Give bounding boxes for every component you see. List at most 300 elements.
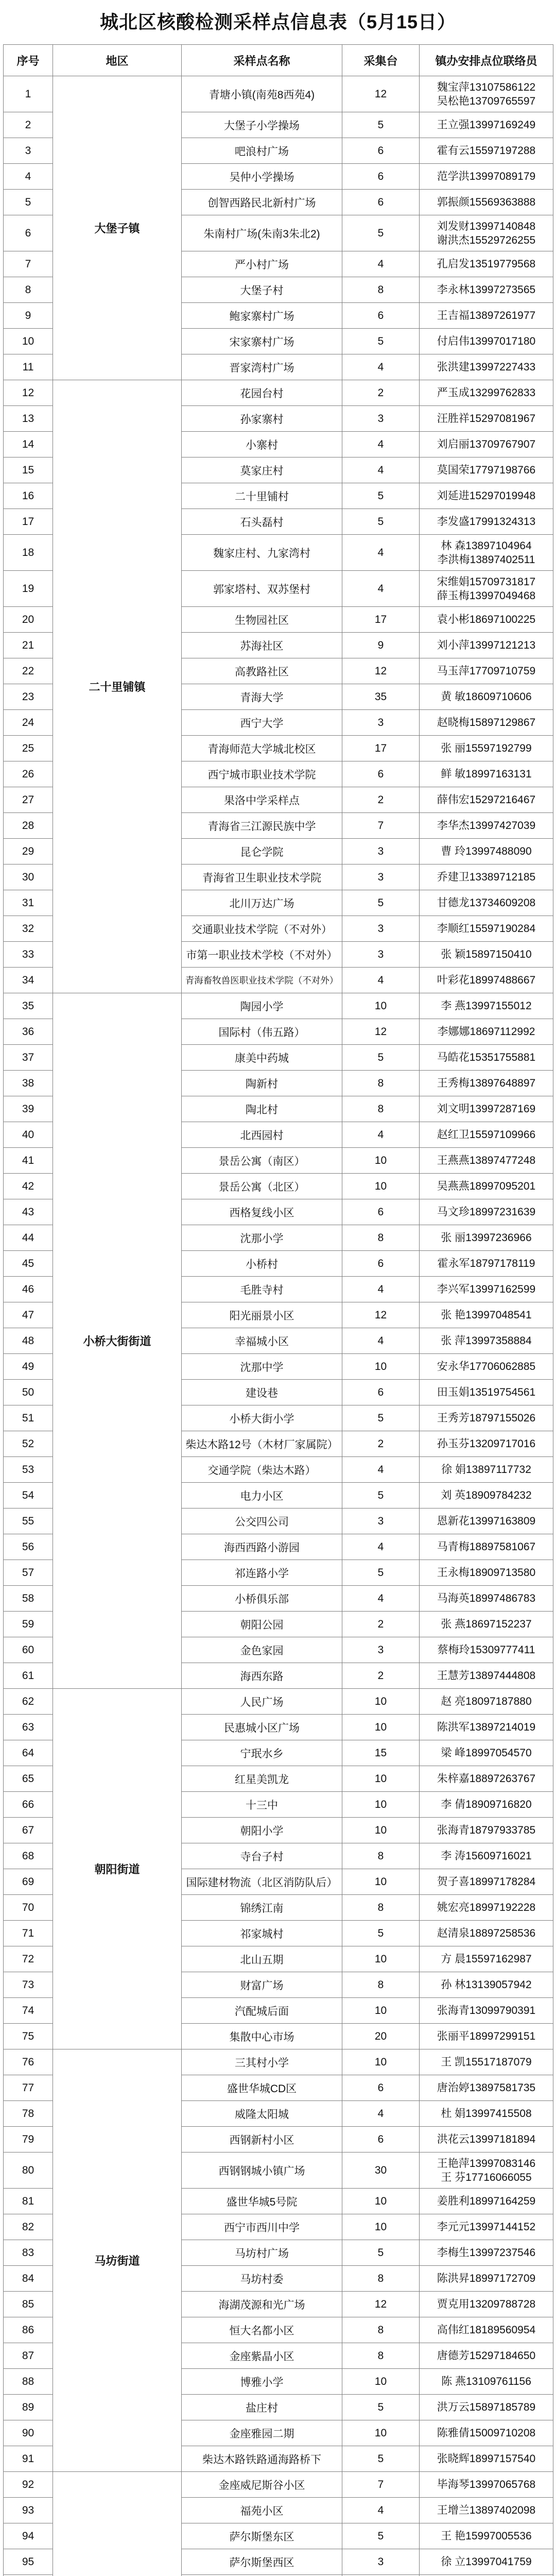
cell-site (182, 1998, 342, 2024)
cell-stations: 5 (342, 112, 420, 138)
contact-text: 王燕燕13897477248 (437, 1155, 536, 1166)
contact-line (422, 2107, 550, 2121)
cell-contact (420, 1302, 553, 1328)
cell-index: 2 (4, 112, 53, 138)
cell-contact (420, 839, 553, 865)
cell-stations: 10 (342, 1354, 420, 1380)
contact-line (422, 2004, 550, 2018)
cell-contact (420, 890, 553, 916)
cell-contact (420, 509, 553, 535)
contact-text: 梁 峰18997054570 (441, 1747, 532, 1759)
cell-index: 52 (4, 1431, 53, 1457)
cell-index: 14 (4, 432, 53, 457)
contact-text: 张海青18797933785 (437, 1824, 536, 1836)
cell-stations: 2 (342, 380, 420, 406)
cell-site (182, 1071, 342, 1096)
site-name: 金座威尼斯谷小区 (218, 2479, 305, 2492)
site-name: 盐庄村 (246, 2402, 278, 2414)
cell-index: 29 (4, 839, 53, 865)
cell-site (182, 2024, 342, 2049)
contact-text: 王秀梅13897648897 (437, 1077, 536, 1089)
cell-index: 49 (4, 1354, 53, 1380)
contact-line (422, 2194, 550, 2208)
cell-index: 33 (4, 942, 53, 968)
cell-site (182, 2049, 342, 2075)
cell-stations: 5 (342, 483, 420, 509)
cell-stations: 4 (342, 1457, 420, 1483)
site-name: 恒大名都小区 (229, 2325, 294, 2337)
cell-site (182, 1663, 342, 1689)
cell-index: 39 (4, 1096, 53, 1122)
cell-site (182, 1174, 342, 1199)
cell-contact (420, 1277, 553, 1302)
contact-text: 毕海琴13997065768 (437, 2479, 536, 2490)
cell-site (182, 813, 342, 839)
cell-contact (420, 406, 553, 432)
contact-line (422, 767, 550, 781)
cell-region: 朝阳街道 (53, 1689, 182, 2049)
site-name: 西宁市西川中学 (224, 2222, 300, 2234)
cell-site (182, 865, 342, 890)
site-name: 生物园社区 (235, 614, 289, 626)
contact-line (422, 195, 550, 209)
contact-line (422, 2529, 550, 2543)
cell-contact (420, 571, 553, 607)
cell-contact (420, 2498, 553, 2523)
contact-text: 李发盛17991324313 (437, 516, 536, 528)
cell-index: 45 (4, 1251, 53, 1277)
contact-text: 林 森13897104964 (441, 539, 532, 552)
cell-index: 34 (4, 968, 53, 993)
cell-index: 10 (4, 329, 53, 354)
cell-index: 35 (4, 993, 53, 1019)
cell-site (182, 2317, 342, 2343)
cell-stations: 12 (342, 1302, 420, 1328)
cell-stations: 35 (342, 684, 420, 710)
contact-text: 刘启丽13709767907 (437, 438, 536, 450)
cell-contact (420, 277, 553, 303)
cell-stations: 5 (342, 1560, 420, 1586)
site-name: 青海师范大学城北校区 (207, 743, 316, 755)
contact-text: 朱梓嘉18897263767 (437, 1773, 536, 1785)
cell-stations: 6 (342, 2127, 420, 2153)
contact-line (422, 1978, 550, 1992)
contact-text: 叶彩花18997488667 (437, 974, 536, 986)
contact-text: 杜 娟13997415508 (441, 2108, 532, 2120)
contact-text: 王增兰13897402098 (437, 2504, 536, 2516)
cell-index: 93 (4, 2498, 53, 2523)
cell-site (182, 2343, 342, 2369)
contact-line (422, 2478, 550, 2492)
cell-stations: 4 (342, 535, 420, 571)
contact-text: 马青梅18897581067 (437, 1541, 536, 1553)
site-name: 金色家园 (240, 1645, 284, 1657)
cell-contact (420, 865, 553, 890)
cell-stations: 5 (342, 509, 420, 535)
contact-line (422, 257, 550, 271)
cell-index: 36 (4, 1019, 53, 1045)
cell-contact (420, 1354, 553, 1380)
cell-index: 46 (4, 1277, 53, 1302)
contact-line (422, 793, 550, 807)
contact-line (422, 1076, 550, 1090)
contact-text: 张 艳13997048541 (441, 1309, 532, 1321)
cell-site (182, 684, 342, 710)
contact-text: 张晓辉18997157540 (437, 2453, 536, 2465)
contact-text: 汪胜祥15297081967 (437, 413, 536, 425)
site-name: 金座雅园二期 (229, 2428, 294, 2440)
cell-region: 大堡子镇 (53, 76, 182, 380)
cell-index: 20 (4, 607, 53, 633)
cell-index: 64 (4, 1740, 53, 1766)
site-name: 北川万达广场 (229, 897, 294, 910)
cell-site (182, 607, 342, 633)
cell-contact (420, 813, 553, 839)
cell-site (182, 993, 342, 1019)
cell-site (182, 2549, 342, 2575)
site-name: 集散中心市场 (229, 2031, 294, 2043)
site-name: 交通学院（柴达木路） (207, 1464, 316, 1477)
cell-index: 43 (4, 1199, 53, 1225)
cell-stations: 10 (342, 2189, 420, 2214)
contact-line (422, 437, 550, 451)
cell-contact (420, 2549, 553, 2575)
contact-line (422, 922, 550, 936)
contact-line (422, 2323, 550, 2337)
cell-site (182, 2153, 342, 2189)
contact-text: 赵红卫15597109966 (437, 1129, 536, 1141)
cell-site (182, 1921, 342, 1946)
header-row (4, 45, 553, 76)
contact-text: 李华杰13997427039 (437, 820, 536, 832)
contact-text: 李娜娜18697112992 (437, 1026, 535, 1038)
cell-site (182, 1895, 342, 1921)
cell-site (182, 1225, 342, 1251)
site-name: 朝阳公园 (240, 1619, 284, 1631)
contact-line (422, 2220, 550, 2234)
cell-contact (420, 1380, 553, 1405)
site-name: 朱南村广场(朱南3朱北2) (203, 228, 320, 240)
contact-text: 王吉福13897261977 (437, 310, 536, 321)
table-row (4, 993, 553, 1019)
contact-line (422, 1875, 550, 1889)
cell-contact (420, 1199, 553, 1225)
site-name: 马坊村广场 (235, 2247, 289, 2260)
site-name: 小寨村 (246, 439, 278, 451)
cell-stations: 8 (342, 2266, 420, 2292)
site-name: 阳光丽景小区 (229, 1310, 294, 1322)
site-name: 宋家寨村广场 (229, 336, 294, 348)
contact-line (422, 2272, 550, 2285)
cell-index: 80 (4, 2153, 53, 2189)
contact-text: 李顺红15597190284 (437, 923, 536, 935)
cell-contact (420, 164, 553, 190)
site-name: 毛胜寺村 (240, 1284, 284, 1296)
contact-text: 郭振颜15569363888 (437, 196, 536, 208)
cell-index: 61 (4, 1663, 53, 1689)
cell-site (182, 1818, 342, 1843)
cell-index: 79 (4, 2127, 53, 2153)
cell-site (182, 2395, 342, 2420)
site-name: 莫家庄村 (240, 465, 284, 477)
cell-contact (420, 1612, 553, 1637)
cell-index: 90 (4, 2420, 53, 2446)
site-name: 萨尔斯堡西区 (229, 2556, 294, 2569)
cell-contact (420, 1174, 553, 1199)
contact-line (422, 1437, 550, 1451)
contact-line (422, 2055, 550, 2069)
cell-contact (420, 684, 553, 710)
contact-text: 高伟红18189560954 (437, 2324, 536, 2336)
contact-line (422, 1926, 550, 1940)
site-name: 果洛中学采样点 (224, 794, 300, 807)
cell-index: 15 (4, 457, 53, 483)
cell-contact (420, 1715, 553, 1740)
cell-stations: 4 (342, 251, 420, 277)
cell-site (182, 1380, 342, 1405)
site-name: 西格复线小区 (229, 1207, 294, 1219)
contact-text: 魏宝萍13107586122 (437, 81, 536, 93)
site-name: 苏海社区 (240, 640, 284, 652)
contact-text: 马文珍18997231639 (437, 1206, 536, 1218)
site-name: 寺台子村 (240, 1851, 284, 1863)
cell-contact (420, 2369, 553, 2395)
contact-text: 鲜 敏18997163131 (441, 768, 532, 780)
cell-contact (420, 1251, 553, 1277)
contact-text: 李 燕13997155012 (441, 1000, 532, 1012)
cell-stations: 8 (342, 2317, 420, 2343)
cell-site (182, 76, 342, 112)
site-name: 马坊村委 (240, 2273, 284, 2285)
site-name: 孙家寨村 (240, 413, 284, 426)
contact-line (422, 1128, 550, 1142)
cell-site (182, 1792, 342, 1818)
site-name: 公交四公司 (235, 1516, 289, 1528)
cell-site (182, 1715, 342, 1740)
cell-stations: 10 (342, 1148, 420, 1174)
cell-stations: 10 (342, 1869, 420, 1895)
cell-site (182, 2189, 342, 2214)
cell-index: 72 (4, 1946, 53, 1972)
site-name: 鲍家寨村广场 (229, 310, 294, 323)
cell-index: 27 (4, 787, 53, 813)
cell-contact (420, 2292, 553, 2317)
cell-index: 37 (4, 1045, 53, 1071)
table-header (4, 45, 553, 76)
header-index: 序号 (4, 45, 53, 76)
cell-contact (420, 2127, 553, 2153)
cell-index: 66 (4, 1792, 53, 1818)
contact-line (422, 1540, 550, 1554)
cell-contact (420, 1637, 553, 1663)
cell-contact (420, 1483, 553, 1509)
cell-index: 81 (4, 2189, 53, 2214)
cell-contact (420, 1998, 553, 2024)
contact-line (422, 741, 550, 755)
cell-stations: 3 (342, 839, 420, 865)
cell-site (182, 1122, 342, 1148)
contact-text: 曹 玲13997488090 (441, 845, 532, 857)
site-name: 幸福城小区 (235, 1335, 289, 1348)
contact-line (422, 2171, 550, 2184)
cell-index: 25 (4, 736, 53, 761)
cell-index: 31 (4, 890, 53, 916)
cell-stations: 2 (342, 1663, 420, 1689)
cell-index: 19 (4, 571, 53, 607)
contact-text: 刘发财13997140848 (437, 220, 536, 232)
cell-stations: 10 (342, 2049, 420, 2075)
site-name: 海西东路 (240, 1670, 284, 1683)
cell-stations: 5 (342, 329, 420, 354)
cell-stations: 12 (342, 1019, 420, 1045)
cell-stations: 5 (342, 2446, 420, 2472)
cell-site (182, 2075, 342, 2101)
contact-line (422, 1360, 550, 1374)
cell-stations: 6 (342, 2075, 420, 2101)
contact-text: 王慧芳13897444808 (437, 1670, 536, 1682)
cell-stations: 5 (342, 1921, 420, 1946)
site-name: 沈那小学 (240, 1232, 284, 1245)
sampling-site-table (3, 44, 553, 2576)
site-name: 建设巷 (246, 1387, 278, 1399)
cell-contact (420, 1586, 553, 1612)
contact-line (422, 870, 550, 884)
cell-contact (420, 968, 553, 993)
site-name: 萨尔斯堡东区 (229, 2531, 294, 2543)
contact-text: 唐治婷13897581735 (437, 2082, 536, 2094)
cell-contact (420, 2317, 553, 2343)
table-row (4, 2472, 553, 2498)
site-name: 吧浪村广场 (235, 145, 289, 158)
cell-index: 50 (4, 1380, 53, 1405)
cell-stations: 4 (342, 354, 420, 380)
contact-line (422, 819, 550, 833)
cell-stations: 5 (342, 2240, 420, 2266)
cell-index: 87 (4, 2343, 53, 2369)
cell-stations: 6 (342, 138, 420, 164)
cell-site (182, 1354, 342, 1380)
contact-line (422, 1901, 550, 1914)
page-title: 城北区核酸检测采样点信息表（5月15日） (99, 11, 457, 32)
cell-site (182, 251, 342, 277)
cell-stations: 4 (342, 1586, 420, 1612)
header-site: 采样点名称 (182, 45, 342, 76)
site-name: 柴达木路铁路通海路桥下 (202, 2453, 321, 2466)
contact-line (422, 613, 550, 626)
cell-site (182, 2523, 342, 2549)
site-name: 电力小区 (240, 1490, 284, 1502)
cell-index: 75 (4, 2024, 53, 2049)
cell-index: 40 (4, 1122, 53, 1148)
cell-site (182, 1766, 342, 1792)
cell-stations: 20 (342, 2024, 420, 2049)
contact-text: 刘文明13997287169 (437, 1103, 536, 1115)
site-name: 陶新村 (246, 1078, 278, 1090)
site-name: 青塘小镇(南苑8西苑4) (208, 89, 315, 101)
cell-site (182, 509, 342, 535)
cell-stations: 8 (342, 1843, 420, 1869)
cell-site (182, 2240, 342, 2266)
contact-line (422, 999, 550, 1013)
cell-contact (420, 190, 553, 215)
contact-line (422, 1154, 550, 1167)
contact-text: 严玉成13299762833 (437, 387, 536, 399)
contact-text: 张 丽15597192799 (441, 742, 532, 754)
cell-contact (420, 2395, 553, 2420)
cell-stations: 8 (342, 1096, 420, 1122)
cell-index: 28 (4, 813, 53, 839)
cell-site (182, 736, 342, 761)
contact-text: 徐 娟13897117732 (441, 1464, 531, 1476)
cell-index: 47 (4, 1302, 53, 1328)
cell-index: 69 (4, 1869, 53, 1895)
contact-line (422, 844, 550, 858)
cell-site (182, 710, 342, 736)
cell-site (182, 2420, 342, 2446)
cell-region (53, 2472, 182, 2576)
cell-site (182, 1483, 342, 1509)
cell-contact (420, 1509, 553, 1534)
cell-site (182, 535, 342, 571)
contact-text: 方 晨15597162987 (441, 1953, 532, 1965)
cell-index: 85 (4, 2292, 53, 2317)
cell-site (182, 1560, 342, 1586)
cell-index: 17 (4, 509, 53, 535)
contact-line (422, 1050, 550, 1064)
contact-line (422, 1694, 550, 1708)
contact-line (422, 334, 550, 348)
site-name: 海湖茂源和光广场 (218, 2299, 305, 2311)
cell-contact (420, 2420, 553, 2446)
contact-line (422, 94, 550, 108)
contact-line (422, 386, 550, 400)
cell-site (182, 839, 342, 865)
cell-site (182, 1328, 342, 1354)
cell-site (182, 633, 342, 658)
contact-text: 王秀芳18797155026 (437, 1412, 536, 1424)
contact-line (422, 896, 550, 910)
cell-site (182, 1612, 342, 1637)
cell-index: 5 (4, 190, 53, 215)
cell-index: 83 (4, 2240, 53, 2266)
cell-contact (420, 1921, 553, 1946)
cell-site (182, 2369, 342, 2395)
cell-stations: 4 (342, 968, 420, 993)
contact-line (422, 1257, 550, 1270)
cell-index: 41 (4, 1148, 53, 1174)
cell-site (182, 1096, 342, 1122)
cell-index: 94 (4, 2523, 53, 2549)
contact-text: 刘 英18909784232 (441, 1489, 532, 1501)
site-name: 魏家庄村、九家湾村 (213, 547, 310, 560)
cell-site (182, 1534, 342, 1560)
contact-line (422, 589, 550, 603)
cell-stations: 4 (342, 1534, 420, 1560)
cell-site (182, 1946, 342, 1972)
cell-site (182, 380, 342, 406)
contact-line (422, 1849, 550, 1863)
contact-text: 徐 立13997041759 (441, 2556, 532, 2568)
cell-index: 48 (4, 1328, 53, 1354)
contact-text: 孔启发13519779568 (437, 258, 536, 270)
contact-line (422, 1282, 550, 1296)
contact-text: 袁小彬18697100225 (437, 614, 536, 625)
cell-contact (420, 2049, 553, 2075)
cell-site (182, 190, 342, 215)
cell-contact (420, 76, 553, 112)
cell-stations: 15 (342, 1740, 420, 1766)
contact-line (422, 1798, 550, 1811)
